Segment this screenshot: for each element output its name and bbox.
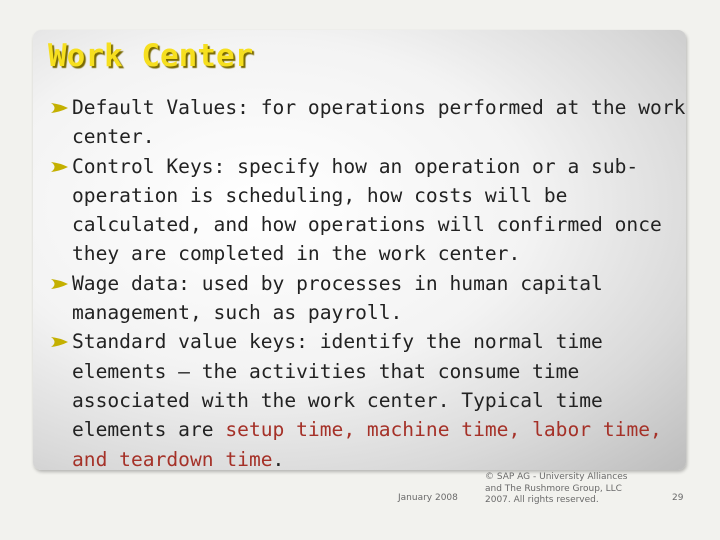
arrow-bullet-icon [50, 93, 70, 122]
copyright-line: and The Rushmore Group, LLC [485, 483, 622, 494]
page-number: 29 [672, 493, 684, 503]
bullet-item-control-keys [48, 152, 688, 269]
copyright-line: 2007. All rights reserved. [485, 495, 599, 505]
bullet-text: Standard value keys: identify the normal time elements – the activities that consume time associated with the work center. Typical time elements are [72, 330, 603, 442]
bullet-text: Default Values: for operations performed at the work center. [72, 96, 686, 149]
footer-date: January 2008 [398, 493, 458, 503]
bullet-text-end: . [272, 447, 285, 471]
bullet-text: Control Keys: specify how an operation or a sub-operation is scheduling, how costs will be calculated, and how operations will confirmed once they are completed in the work center. [72, 154, 662, 266]
slide-title: Work Center [48, 38, 254, 74]
arrow-bullet-icon [50, 152, 70, 181]
arrow-bullet-icon [50, 269, 70, 298]
bullet-item-standard-value-keys [48, 327, 688, 473]
bullet-item-wage-data [48, 269, 688, 328]
copyright-line: © SAP AG - University Alliances [485, 472, 628, 482]
bullet-list [48, 93, 688, 474]
footer-copyright [485, 472, 655, 507]
arrow-bullet-icon [50, 327, 70, 356]
bullet-item-default-values [48, 93, 688, 152]
highlighted-time-elements: setup time, machine time, labor time, and teardown time [72, 418, 662, 471]
bullet-text: Wage data: used by processes in human capital management, such as payroll. [72, 271, 603, 325]
